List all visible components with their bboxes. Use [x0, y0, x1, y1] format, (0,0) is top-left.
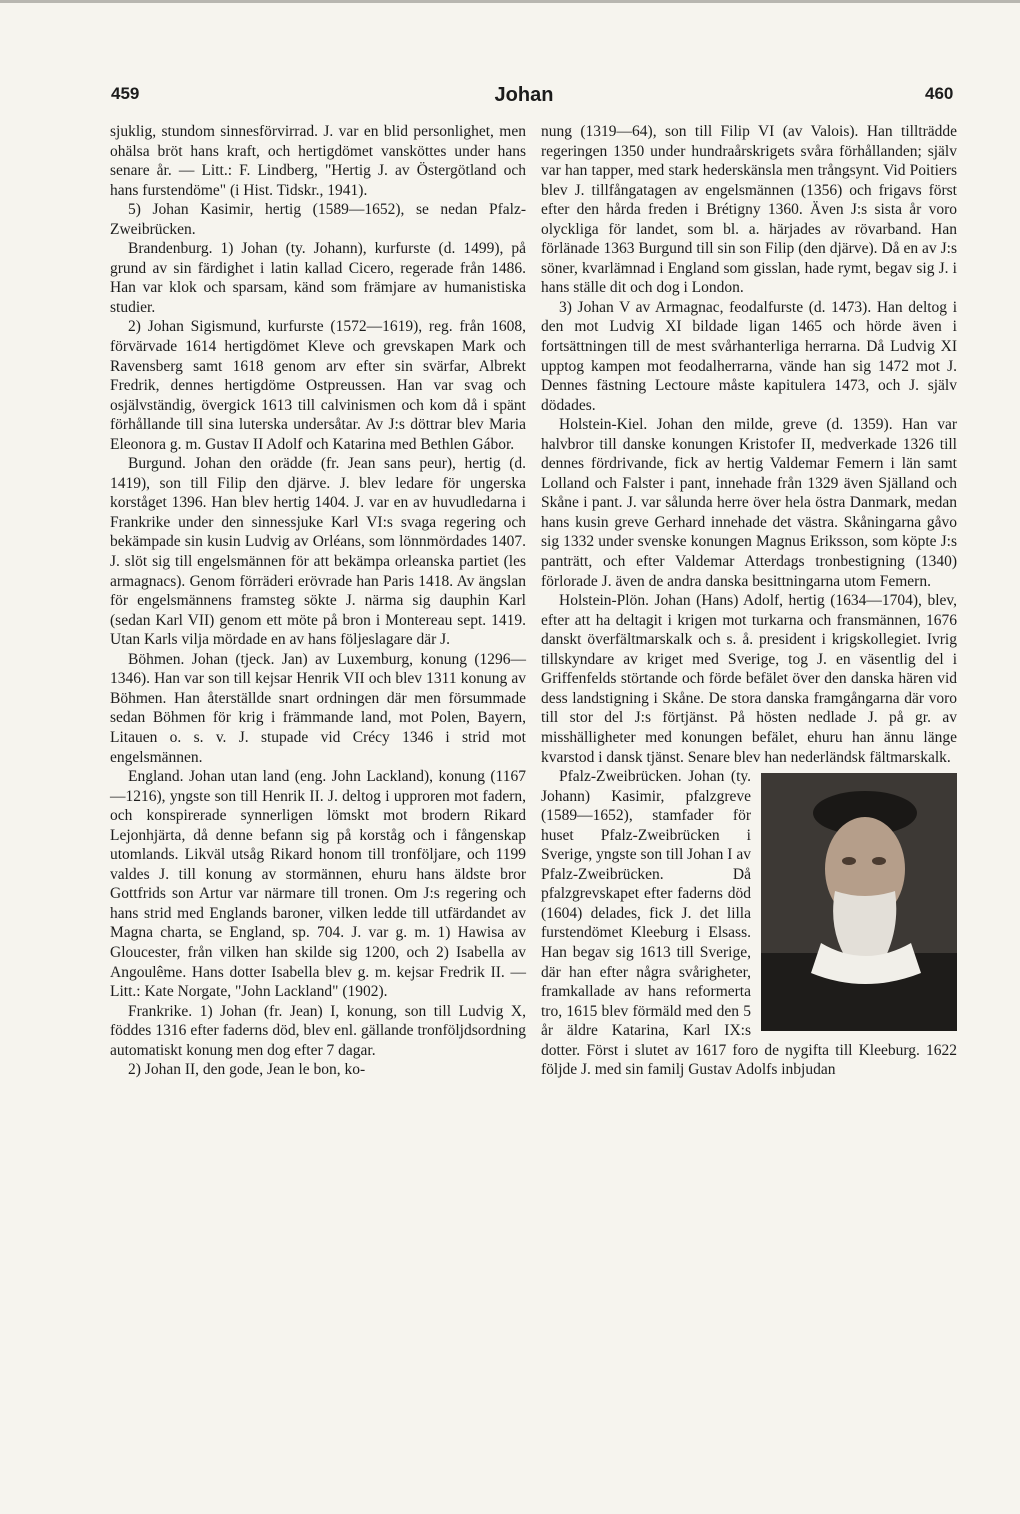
paragraph: Holstein-Plön. Johan (Hans) Adolf, hertig (1634—1704), blev, efter att ha deltagit i krigen mot turkarna och fransmännen, 1676 danskt överfältmarskalk och s. å. president i krigskollegiet. Ivrig tillskyndare av kriget med Sverige, tog J. en väsentlig del i Griffenfelds störtande och förde befälet över den danska hären vid dess landstigning i Skåne. De stora danska framgångarna där voro till stor del J:s förtjänst. På hösten nedlade J. på gr. av misshälligheter med konungen befälet, ehuru han ännu länge kvarstod i dansk tjänst. Senare blev han nederländsk fältmarskalk.: [541, 592, 957, 766]
paragraph: Brandenburg. 1) Johan (ty. Johann), kurfurste (d. 1499), på grund av sin färdighet i latin kallad Cicero, regerade från 1486. Han var klok och sparsam, känd som främjare av humanistiska studier.: [110, 240, 526, 316]
paragraph: Pfalz-Zweibrücken. Johan (ty. Johann) Kasimir, pfalzgreve (1589—1652), stamfader för huset Pfalz-Zweibrücken i Sverige, yngste son till Johan I av Pfalz-Zweibrücken. Då pfalzgrevskapet efter faderns död (1604) delades, fick J. det lilla furstendömet Kleeburg i Elsass. Han begav sig 1613 till Sverige, där han efter några svårigheter, framkallade av hans reformerta tro, 1615 blev förmäld med den 5 år äldre Katarina, Karl IX:s dotter. Först i slutet av 1617 foro de nygifta till Kleeburg. 1622 följde J. med sin familj Gustav Adolfs inbjudan: [541, 768, 957, 1079]
paragraph: sjuklig, stundom sinnesförvirrad. J. var en blid personlighet, men ohälsa bröt hans kraft, och hertigdömet vansköttes under hans senare år. — Litt.: F. Lindberg, "Hertig J. av Östergötland och hans furstendöme" (i Hist. Tidskr., 1941).: [110, 123, 526, 199]
page-number-right: 460: [925, 84, 954, 103]
running-headword: Johan: [494, 84, 554, 106]
paragraph: Burgund. Johan den orädde (fr. Jean sans peur), hertig (d. 1419), son till Filip den djärve. J. blev ledare för ungerska korståget 1396. Han blev hertig 1404. J. var en av huvudledarna i Frankrike under den sinnessjuke Karl VI:s svaga regering och bekämpade sin kusin Ludvig av Orléans, som lönnmördades 1407. J. slöt sig till engelsmännen för att bekämpa orleanska partiet (les armagnacs). Genom förräderi erövrade han Paris 1418. Av ängslan för engelsmännens framsteg sökte J. närma sig dauphin Karl (sedan Karl VII) genom ett möte på bron i Montereau sept. 1419. Utan Karls vilja mördade en av hans följeslagare där J.: [110, 455, 526, 649]
paragraph: Böhmen. Johan (tjeck. Jan) av Luxemburg, konung (1296—1346). Han var son till kejsar Henrik VII och blev 1311 konung av Böhmen. Han återställde snart ordningen där men försummade sedan Böhmen för krig i främmande land, mot Polen, Bayern, Litauen o. s. v. J. stupade vid Crécy 1346 i strid mot engelsmännen.: [110, 650, 526, 766]
paragraph: 2) Johan Sigismund, kurfurste (1572—1619), reg. från 1608, förvärvade 1614 hertigdömet Kleve och grevskapen Mark och Ravensberg samt 1618 genom arv efter sin svärfar, Albrekt Fredrik, dennes hertigdöme Ostpreussen. Han var svag och osjälvständig, övergick 1613 till calvinismen och kom då i spänt förhållande till sina luterska undersåtar. Av J:s döttrar blev Maria Eleonora g. m. Gustav II Adolf och Katarina med Bethlen Gábor.: [110, 318, 526, 453]
paragraph: nung (1319—64), son till Filip VI (av Valois). Han tillträdde regeringen 1350 under hundraårskrigets svåra förhållanden; själv var han tapper, med stark hederskänsla men trångsynt. Vid Poitiers blev J. tillfångatagen av engelsmännen (1356) och frigavs först efter den hårda freden i Brétigny 1360. Även J:s sista år voro olyckliga för landet, som bl. a. härjades av rövarband. Han förlänade 1363 Burgund till sin son Filip (den djärve). Då en av J:s söner, kvarlämnad i England som gisslan, hade rymt, begav sig J. i hans ställe dit och dog i London.: [541, 123, 957, 297]
page-top-rule: [0, 0, 1020, 3]
portrait-image: [761, 773, 957, 1031]
paragraph: 5) Johan Kasimir, hertig (1589—1652), se nedan Pfalz-Zweibrücken.: [110, 201, 526, 238]
paragraph: Holstein-Kiel. Johan den milde, greve (d. 1359). Han var halvbror till danske konungen Kristofer II, medverkade 1326 till dennes fördrivande, fick av hertig Valdemar Femern i län samt Lolland och Falster i pant, innehade från 1329 även Själland och Skåne i pant. J. var sålunda herre över hela östra Danmark, medan hans kusin greve Gerhard innehade det västra. Skåningarna gåvo sig 1332 under svenske konungen Magnus Eriksson, som köpte J:s panträtt, och efter Valdemar Atterdags tronbestigning (1340) förlorade J. även de andra danska besittningarna utom Femern.: [541, 416, 957, 590]
page-number-left: 459: [111, 84, 140, 103]
paragraph: Frankrike. 1) Johan (fr. Jean) I, konung, son till Ludvig X, föddes 1316 efter faderns död, blev enl. gällande tronföljdsordning automatiskt konung men dog efter 7 dagar.: [110, 1002, 526, 1059]
right-column: [541, 122, 957, 1080]
paragraph: 2) Johan II, den gode, Jean le bon, ko-: [128, 1061, 366, 1079]
paragraph: England. Johan utan land (eng. John Lackland), konung (1167—1216), yngste son till Henrik II. J. deltog i upproren mot fadern, och konspirerade synnerligen lömskt mot brodern Rikard Lejonhjärta, då denne befann sig på korståg och i fångenskap utomlands. Likväl utsåg Rikard honom till tronföljare, och 1199 valdes J. till konung av stormännen, ehuru hans äldste bror Gottfrids son Artur var närmare till tronen. Om J:s regering och hans strid med Englands baroner, vilken ledde till utfärdandet av Magna charta, se England, sp. 704. J. var g. m. 1) Hawisa av Gloucester, från vilken han skilde sig 1200, och 2) Isabella av Angoulême. Hans dotter Isabella blev g. m. kejsar Fredrik II. — Litt.: Kate Norgate, "John Lackland" (1902).: [110, 768, 526, 1001]
paragraph: 3) Johan V av Armagnac, feodalfurste (d. 1473). Han deltog i den mot Ludvig XI bildade ligan 1465 och hörde även i fortsättningen till de mest svårhanterliga herrarna. Då Ludvig XI upptog kampen mot feodalherrarna, vände han sig 1472 mot J. Dennes fästning Lectoure måste kapitulera 1473, och J. själv dödades.: [541, 298, 957, 414]
left-column: [110, 122, 526, 1080]
